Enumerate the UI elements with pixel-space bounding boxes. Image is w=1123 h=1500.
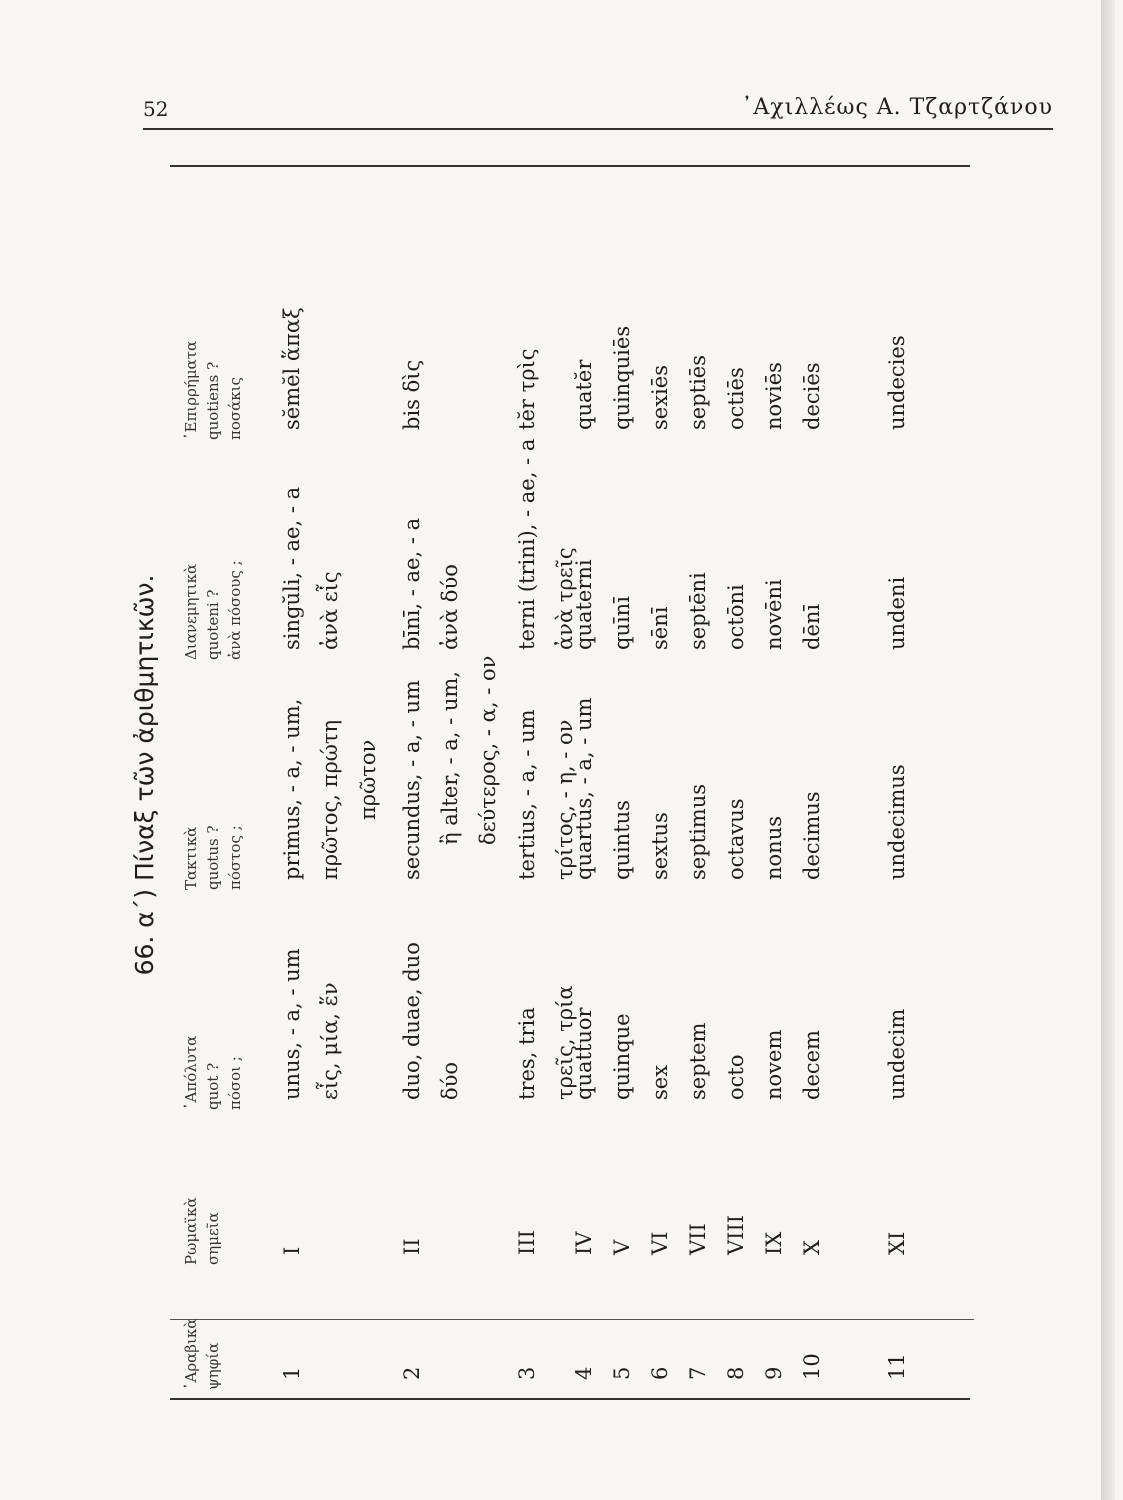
- header-separator: [170, 1319, 974, 1320]
- table-rule-bottom: [170, 165, 970, 167]
- cell-distributive: septēni: [686, 572, 710, 650]
- cell-cardinal: tres, tria: [515, 1007, 539, 1100]
- cell-arabic-digits: 3: [515, 1366, 539, 1380]
- cell-distributive: terni (trini), - ae, - a: [515, 438, 539, 650]
- table-title: 66. α΄) Πίναξ τῶν ἀριθμητικῶν.: [130, 574, 159, 976]
- cell-arabic-digits: 4: [572, 1366, 596, 1380]
- cell-distributive: ἀνὰ δύο: [438, 564, 462, 650]
- cell-cardinal: duo, duae, duo: [400, 942, 424, 1100]
- cell-distributive: dēnī: [800, 603, 824, 650]
- cell-roman-numerals: VI: [648, 1231, 672, 1255]
- cell-arabic-digits: 2: [400, 1366, 424, 1380]
- cell-ordinal: τρίτος, - η, - ον: [553, 719, 577, 880]
- column-header-distributive: quoteni ?: [204, 589, 222, 660]
- cell-cardinal: δύο: [438, 1061, 462, 1100]
- cell-distributive: sēnī: [648, 606, 672, 650]
- column-header-roman-numerals: σημεῖα: [204, 1212, 222, 1265]
- cell-cardinal: quattuor: [572, 1007, 596, 1100]
- cell-distributive: undeni: [885, 576, 909, 650]
- cell-ordinal: nonus: [762, 816, 786, 880]
- cell-cardinal: novem: [762, 1029, 786, 1100]
- page-header: [143, 95, 1053, 127]
- cell-distributive: octōni: [724, 584, 748, 650]
- cell-ordinal: quintus: [610, 800, 634, 880]
- running-head: ᾿Αχιλλέως Α. Τζαρτζάνου: [741, 95, 1053, 120]
- cell-roman-numerals: I: [280, 1246, 304, 1255]
- column-header-cardinal: quot ?: [204, 1062, 222, 1110]
- cell-ordinal: tertius, - a, - um: [515, 709, 539, 880]
- column-header-cardinal: ᾿Απόλυτα: [182, 1035, 200, 1110]
- column-header-distributive: Διανεμητικὰ: [182, 563, 200, 660]
- column-header-adverb: ποσάκις: [226, 377, 244, 440]
- cell-adverb: deciēs: [800, 362, 824, 430]
- cell-adverb: tĕr τρὶς: [515, 348, 539, 430]
- cell-cardinal: τρεῖς, τρία: [553, 985, 577, 1100]
- cell-adverb: quatĕr: [572, 359, 596, 430]
- cell-distributive: bīnī, - ae, - a: [400, 517, 424, 650]
- cell-roman-numerals: IX: [762, 1231, 786, 1255]
- cell-arabic-digits: 5: [610, 1366, 634, 1380]
- cell-roman-numerals: XI: [885, 1231, 909, 1255]
- cell-adverb: quinquiēs: [610, 325, 634, 430]
- cell-ordinal: πρῶτον: [356, 739, 380, 820]
- cell-ordinal: undecimus: [885, 764, 909, 880]
- cell-cardinal: octo: [724, 1054, 748, 1100]
- column-header-ordinal: quotus ?: [204, 825, 222, 890]
- cell-ordinal: πρῶτος, πρώτη: [318, 719, 342, 880]
- column-header-cardinal: πόσοι ;: [226, 1056, 244, 1110]
- cell-cardinal: septem: [686, 1022, 710, 1100]
- cell-distributive: singŭli, - ae, - a: [280, 486, 304, 650]
- cell-ordinal: octavus: [724, 798, 748, 880]
- cell-adverb: sexiēs: [648, 365, 672, 430]
- cell-ordinal: septimus: [686, 783, 710, 880]
- cell-arabic-digits: 1: [280, 1366, 304, 1380]
- cell-roman-numerals: IV: [572, 1231, 596, 1255]
- cell-cardinal: unus, - a, - um: [280, 948, 304, 1100]
- page-edge: [1101, 0, 1115, 1500]
- header-rule: [143, 128, 1053, 130]
- cell-adverb: bis δὶς: [400, 359, 424, 430]
- column-header-ordinal: Τακτικὰ: [182, 826, 200, 890]
- cell-cardinal: quinque: [610, 1013, 634, 1100]
- cell-cardinal: sex: [648, 1064, 672, 1100]
- cell-roman-numerals: II: [400, 1238, 424, 1255]
- column-header-roman-numerals: Ρωμαϊκὰ: [182, 1197, 200, 1265]
- cell-distributive: novēni: [762, 579, 786, 650]
- numerals-table: [130, 150, 1070, 1400]
- cell-ordinal: decimus: [800, 791, 824, 880]
- column-header-adverb: ᾿Επιρρήματα: [182, 340, 200, 440]
- column-header-distributive: ἀνὰ πόσους ;: [226, 560, 244, 660]
- cell-ordinal: sextus: [648, 812, 672, 880]
- cell-arabic-digits: 10: [800, 1353, 824, 1380]
- column-header-arabic-digits: ψηφία: [204, 1342, 222, 1390]
- cell-roman-numerals: III: [515, 1230, 539, 1255]
- cell-arabic-digits: 11: [885, 1353, 909, 1380]
- cell-roman-numerals: VII: [686, 1223, 710, 1255]
- cell-cardinal: decem: [800, 1030, 824, 1100]
- cell-ordinal: quartus, - a, - um: [572, 697, 596, 880]
- cell-arabic-digits: 7: [686, 1366, 710, 1380]
- cell-ordinal: secundus, - a, - um: [400, 680, 424, 880]
- cell-cardinal: εἷς, μία, ἕν: [318, 982, 342, 1100]
- cell-adverb: octiēs: [724, 367, 748, 430]
- cell-arabic-digits: 9: [762, 1366, 786, 1380]
- cell-roman-numerals: V: [610, 1239, 634, 1255]
- column-header-adverb: quotiens ?: [204, 361, 222, 440]
- cell-distributive: quaterni: [572, 559, 596, 650]
- cell-distributive: ἀνὰ τρεῖς: [553, 547, 577, 650]
- cell-adverb: sĕmĕl ἅπαξ: [280, 307, 304, 430]
- table-rule-top: [170, 1398, 970, 1400]
- cell-ordinal: primus, - a, - um,: [280, 698, 304, 880]
- cell-adverb: noviēs: [762, 362, 786, 430]
- cell-roman-numerals: VIII: [724, 1214, 748, 1255]
- page-number: 52: [143, 97, 169, 121]
- cell-adverb: septiēs: [686, 354, 710, 430]
- column-header-arabic-digits: ᾿Αραβικὰ: [182, 1318, 200, 1390]
- cell-distributive: quīnī: [610, 596, 634, 650]
- cell-roman-numerals: X: [800, 1240, 824, 1255]
- cell-adverb: undecies: [885, 335, 909, 430]
- cell-arabic-digits: 8: [724, 1366, 748, 1380]
- cell-ordinal: ἢ alter, - a, - um,: [438, 671, 462, 845]
- column-header-ordinal: πόστος ;: [226, 825, 244, 890]
- cell-arabic-digits: 6: [648, 1366, 672, 1380]
- cell-distributive: ἀνὰ εἷς: [318, 571, 342, 650]
- cell-cardinal: undecim: [885, 1008, 909, 1100]
- cell-ordinal: δεύτερος, - α, - ον: [476, 655, 500, 845]
